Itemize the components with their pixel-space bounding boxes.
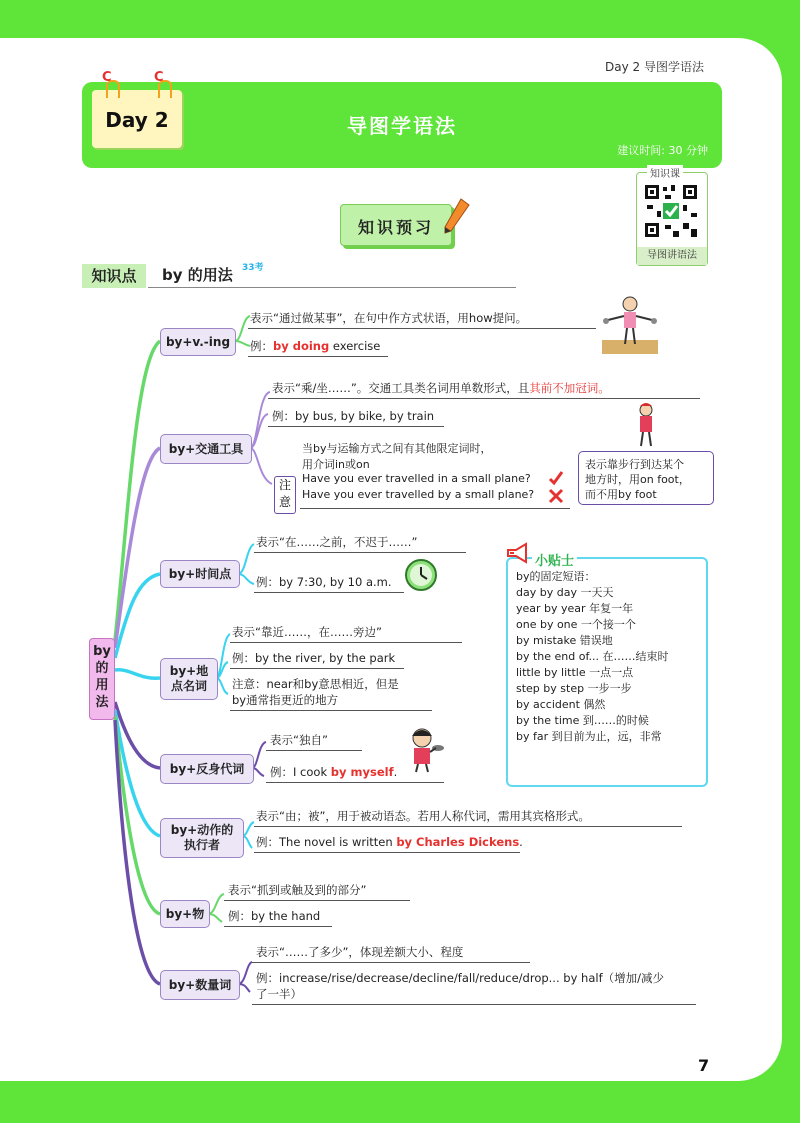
check-icon (548, 470, 564, 486)
exam-frequency-badge: 33考 (242, 263, 264, 273)
tip-item: by accident 偶然 (516, 698, 606, 711)
branch-text: 表示“乘/坐……”。交通工具类名词用单数形式，且其前不加冠词。 (272, 381, 610, 395)
tip-item: day by day 一天天 (516, 586, 614, 599)
branch-text: 表示“由；被”，用于被动语态。若用人称代词，需用其宾格形式。 (256, 809, 590, 823)
example-highlight: by doing (273, 339, 330, 353)
branch-node-reflexive (160, 754, 254, 784)
tip-item: by the end of... 在……结束时 (516, 650, 669, 663)
running-header: Day 2 导图学语法 (605, 60, 704, 74)
tip-item: by的固定短语： (516, 570, 596, 583)
side-note-line: 而不用by foot (585, 488, 657, 501)
branch-text: 表示“抓到或触及到的部分” (228, 883, 367, 897)
branch-text: 表示“靠近……，在……旁边” (232, 625, 382, 639)
clock-icon (404, 558, 438, 592)
branch-text: 表示“……了多少”，体现差额大小、程度 (256, 945, 464, 959)
branch-node-time (160, 560, 240, 588)
note-line: 注意：near和by意思相近，但是 (232, 677, 399, 691)
branch-label: by+v.-ing (165, 334, 231, 349)
branch-node-agent (160, 818, 244, 858)
text-highlight: 其前不加冠词。 (529, 381, 610, 395)
branch-example: 例：by the hand (228, 909, 321, 923)
root-char: 的 (95, 661, 109, 676)
example-highlight: by Charles Dickens (396, 835, 520, 849)
branch-example: 例：by the river, by the park (232, 651, 396, 665)
branch-label: 点名词 (170, 679, 207, 693)
branch-example: 例：increase/rise/decrease/decline/fall/reduce/drop... by half（增加/减少 (256, 971, 664, 985)
underline (254, 552, 466, 553)
underline (248, 356, 388, 357)
note-line: by通常指更近的地方 (232, 693, 339, 707)
underline (268, 398, 700, 399)
cooking-girl-illustration (400, 726, 446, 774)
underline (300, 508, 570, 509)
branch-text: 表示“在……之前，不迟于……” (256, 535, 418, 549)
branch-label: 执行者 (183, 838, 220, 852)
preview-title: 知识预习 (357, 218, 434, 237)
tip-item: by the time 到……的时候 (516, 714, 649, 727)
tip-item: year by year 年复一年 (516, 602, 634, 615)
underline (266, 782, 444, 783)
ring-letter: C (102, 70, 112, 85)
note-tag: 注 意 (274, 476, 296, 514)
page-number: 7 (698, 1056, 710, 1075)
branch-example: 例：by bus, by bike, by train (272, 409, 435, 423)
root-char: by (93, 644, 111, 659)
underline (254, 826, 682, 827)
cross-icon (548, 488, 564, 504)
branch-label: by+反身代词 (169, 761, 245, 776)
tip-item: little by little 一点一点 (516, 666, 634, 679)
branch-label: by+物 (165, 906, 205, 921)
branch-label: by+数量词 (168, 977, 232, 992)
note-line: 当by与运输方式之间有其他限定词时， (302, 442, 492, 455)
underline (268, 426, 444, 427)
exercising-boy-illustration (598, 294, 662, 356)
root-char: 法 (95, 695, 109, 710)
day-label: Day 2 (105, 108, 169, 132)
branch-label: by+时间点 (168, 566, 232, 581)
qr-top-label: 知识课 (647, 165, 683, 180)
branch-node-quantity (160, 970, 240, 1000)
branch-example: 例：by doing exercise (250, 339, 381, 353)
underline (254, 592, 404, 593)
branch-text: 表示“独自” (270, 733, 328, 747)
ring-letter: C (154, 70, 164, 85)
underline (230, 642, 462, 643)
branch-example: 了一半） (256, 987, 302, 1001)
underline (254, 852, 520, 853)
underline (230, 710, 432, 711)
branch-label: by+动作的 (170, 823, 234, 837)
example-highlight: by myself (330, 765, 394, 779)
branch-node-ving (160, 328, 236, 356)
tips-title: 小贴士 (532, 550, 577, 569)
branch-label: by+地 (169, 664, 209, 678)
qr-bottom-label: 导图讲语法 (637, 247, 707, 265)
tip-item: step by step 一步一步 (516, 682, 632, 695)
tip-item: by far 到目前为止，远，非常 (516, 730, 662, 743)
walking-girl-illustration (632, 402, 660, 450)
tip-item: one by one 一个接一个 (516, 618, 636, 631)
side-note-box (578, 451, 714, 505)
note-line: Have you ever travelled by a small plane? (302, 488, 535, 501)
tip-item: by mistake 错误地 (516, 634, 613, 647)
branch-example: 例：I cook by myself. (270, 765, 398, 779)
note-line: Have you ever travelled in a small plane? (302, 472, 531, 485)
underline (224, 900, 410, 901)
underline (252, 1004, 696, 1005)
branch-example: 例：by 7:30, by 10 a.m. (256, 575, 392, 589)
branch-node-transport (160, 434, 252, 464)
banner-title: 导图学语法 (347, 114, 457, 138)
side-note-line: 表示靠步行到达某个 (585, 458, 684, 471)
suggested-time: 建议时间: 30 分钟 (617, 144, 708, 157)
page-sheet (0, 38, 782, 1081)
side-note-line: 地方时，用on foot， (585, 473, 690, 486)
underline (252, 962, 530, 963)
megaphone-icon (506, 542, 530, 564)
knowledge-point-title: by 的用法 (162, 266, 233, 284)
underline (248, 328, 596, 329)
branch-node-thing (160, 900, 210, 928)
knowledge-point-label: 知识点 (82, 264, 146, 288)
branch-label: by+交通工具 (168, 441, 244, 456)
underline (266, 750, 362, 751)
note-line: 用介词in或on (302, 458, 370, 471)
root-node (89, 638, 115, 720)
underline (230, 668, 404, 669)
branch-node-place (160, 658, 218, 700)
root-char: 用 (95, 678, 109, 693)
branch-example: 例：The novel is written by Charles Dickens. (256, 835, 523, 849)
branch-text: 表示“通过做某事”，在句中作方式状语，用how提问。 (250, 311, 528, 325)
underline (224, 926, 332, 927)
